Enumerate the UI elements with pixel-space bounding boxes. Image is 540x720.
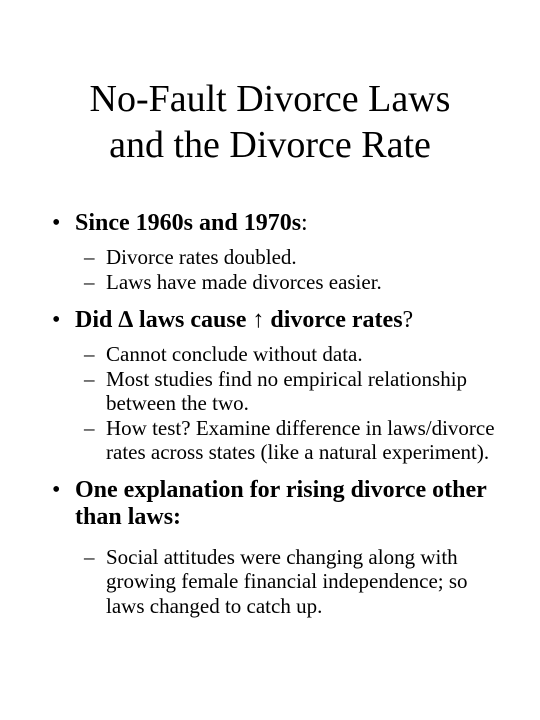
sub-bullet bbox=[0, 270, 540, 295]
sub-bullet bbox=[0, 545, 540, 619]
sub-bullet-text: Divorce rates doubled. bbox=[106, 245, 297, 269]
bullet-text: Did ∆ laws cause ↑ divorce rates bbox=[75, 307, 403, 333]
sub-bullet-text: Laws have made divorces easier. bbox=[106, 269, 382, 294]
dash-marker: – bbox=[84, 415, 95, 440]
dash-marker: – bbox=[84, 544, 95, 569]
bullet-since-1960s bbox=[0, 210, 540, 237]
dash-marker: – bbox=[84, 366, 95, 391]
bullet-marker: • bbox=[52, 476, 61, 503]
sub-bullet-text: Most studies find no empirical relationship between the two. bbox=[106, 366, 468, 415]
sub-bullet bbox=[0, 416, 540, 465]
title-line-1: No-Fault Divorce Laws bbox=[89, 78, 451, 120]
dash-marker: – bbox=[84, 342, 95, 366]
title-line-2: and the Divorce Rate bbox=[109, 124, 431, 166]
sub-bullet-text: Cannot conclude without data. bbox=[106, 342, 363, 366]
sub-bullet-text: How test? Examine difference in laws/divorce rates across states (like a natural experiment). bbox=[106, 415, 495, 464]
bullet-suffix: ? bbox=[402, 307, 414, 333]
bullet-marker: • bbox=[52, 307, 61, 333]
bullet-did-laws-cause bbox=[0, 307, 540, 334]
slide-title bbox=[20, 76, 520, 168]
dash-marker: – bbox=[84, 269, 95, 294]
sub-bullet bbox=[0, 245, 540, 270]
bullet-text: One explanation for rising divorce other than laws: bbox=[75, 476, 487, 530]
bullet-text: Since 1960s and 1970s bbox=[75, 210, 302, 236]
sub-bullet-text: Social attitudes were changing along with growing female financial independence; so laws changed to catch up. bbox=[106, 544, 468, 618]
sub-bullet bbox=[0, 342, 540, 367]
bullet-list bbox=[0, 210, 540, 618]
dash-marker: – bbox=[84, 245, 95, 269]
bullet-one-explanation bbox=[0, 477, 540, 531]
bullet-suffix: : bbox=[301, 210, 308, 236]
sub-bullet bbox=[0, 367, 540, 416]
bullet-marker: • bbox=[52, 210, 61, 236]
